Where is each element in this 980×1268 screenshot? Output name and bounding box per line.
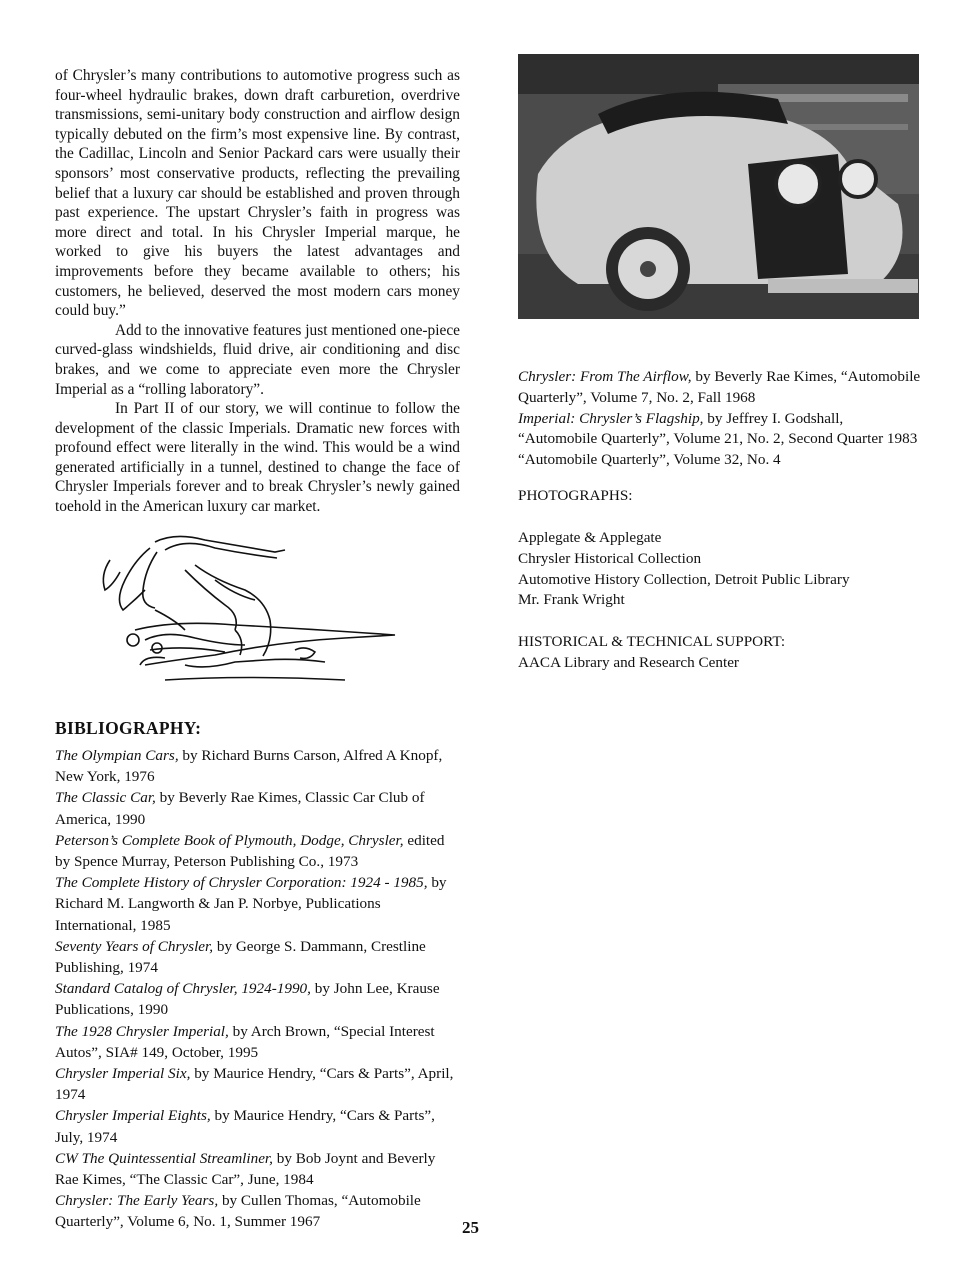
bib-details: by Bob Joynt and Beverly Rae Kimes, “The Classic Car”, June, 1984	[55, 1149, 436, 1189]
source-entry	[518, 450, 923, 471]
bib-details: by Beverly Rae Kimes, Classic Car Club of America, 1990	[55, 789, 425, 828]
bib-title: Peterson’s Complete Book of Plymouth, Dodge, Chrysler,	[55, 831, 404, 849]
bib-details: by Cullen Thomas, “Automobile Quarterly”, Volume 6, No. 1, Summer 1967	[55, 1192, 421, 1231]
bib-details: by John Lee, Krause Publications, 1990	[55, 980, 440, 1019]
source-title: Imperial: Chrysler’s Flagship,	[518, 409, 704, 427]
bibliography-entry	[55, 1063, 460, 1105]
photographs-list	[518, 528, 923, 611]
bib-details: by Richard M. Langworth & Jan P. Norbye, Publications International, 1985	[55, 874, 447, 934]
bib-title: Standard Catalog of Chrysler, 1924-1990,	[55, 980, 311, 998]
bib-title: Chrysler: The Early Years,	[55, 1192, 219, 1210]
bibliography-entry	[55, 1190, 460, 1232]
bibliography-entry	[55, 1148, 460, 1190]
photo-credit: Mr. Frank Wright	[518, 591, 625, 609]
bibliography-entry	[55, 745, 460, 787]
bib-details: edited by Spence Murray, Peterson Publishing Co., 1973	[55, 831, 445, 871]
photo-credit: Automotive History Collection, Detroit Public Library	[518, 570, 850, 588]
article-paragraph-2: Add to the innovative features just mentioned one-piece curved-glass windshields, fluid drive, air conditioning and disc brakes, and we come to appreciate even more the Chrysler Imperial as a “rolling laboratory”.	[55, 321, 460, 398]
bibliography-entry	[55, 787, 460, 829]
photo-credit: Applegate & Applegate	[518, 529, 662, 546]
article-paragraph-3: In Part II of our story, we will continue to follow the development of the classic Imperials. Dramatic new forces with profound effect were literally in the wind. This would be a wind generated artificially in a tunnel, destined to change the face of Chrysler Imperials forever and to break Chrysler’s newly gained toehold in the American luxury car market.	[55, 400, 460, 516]
support-item: AACA Library and Research Center	[518, 653, 739, 671]
source-title: Chrysler: From The Airflow,	[518, 368, 692, 385]
bib-title: Chrysler Imperial Eights,	[55, 1107, 211, 1125]
support-heading: HISTORICAL & TECHNICAL SUPPORT:	[518, 633, 786, 650]
car-photo	[518, 54, 919, 319]
article-text	[55, 66, 460, 517]
support-section	[518, 632, 923, 674]
bib-title: The Olympian Cars,	[55, 747, 179, 764]
photographs-heading: PHOTOGRAPHS:	[518, 487, 633, 504]
bibliography-entry	[55, 1105, 460, 1147]
bib-title: Seventy Years of Chrysler,	[55, 937, 214, 955]
article-paragraph-1: of Chrysler’s many contributions to automotive progress such as four-wheel hydraulic brakes, down draft carburetion, overdrive transmissions, semi-unitary body construction and airflow design typically debuted on the firm’s most expensive line. By contrast, the Cadillac, Lincoln and Senior Packard cars were usually their sponsors’ most conservative products, reflecting the prevailing belief that a luxury car should be established and proven through past experience. The upstart Chrysler’s faith in progress was more direct and total. In his Chrysler Imperial marque, he worked to give his buyers the latest advantages and improvements before they became available to others; his customers, he believed, deserved the most modern cars money could buy.”	[55, 67, 460, 320]
bib-details: by Arch Brown, “Special Interest Autos”, SIA# 149, October, 1995	[55, 1022, 435, 1061]
source-entry	[518, 409, 923, 451]
car-photo-image	[518, 54, 919, 319]
bib-details: by Maurice Hendry, “Cars & Parts”, July, 1974	[55, 1107, 435, 1146]
bibliography-entry	[55, 978, 460, 1020]
bib-details: by Maurice Hendry, “Cars & Parts”, April, 1974	[55, 1065, 454, 1104]
page-number: 25	[462, 1218, 479, 1237]
bib-title: The 1928 Chrysler Imperial,	[55, 1022, 229, 1040]
sources-list	[518, 367, 923, 471]
gazelle-ornament-icon	[95, 530, 415, 695]
source-details: by Beverly Rae Kimes, “Automobile Quarterly”, Volume 7, No. 2, Fall 1968	[518, 368, 921, 406]
bib-title: The Classic Car,	[55, 789, 156, 807]
bib-title: The Complete History of Chrysler Corporation: 1924 - 1985,	[55, 874, 428, 892]
bibliography-entry	[55, 872, 460, 936]
bib-details: by George S. Dammann, Crestline Publishing, 1974	[55, 937, 426, 977]
bib-title: CW The Quintessential Streamliner,	[55, 1149, 273, 1167]
bibliography-entry	[55, 936, 460, 978]
source-entry	[518, 367, 923, 409]
bibliography-list	[55, 745, 460, 1233]
source-details: by Jeffrey I. Godshall, “Automobile Quarterly”, Volume 21, No. 2, Second Quarter 1983	[518, 409, 918, 448]
bibliography-heading: BIBLIOGRAPHY:	[55, 718, 202, 738]
bibliography-entry	[55, 830, 460, 872]
photographs-section	[518, 486, 923, 507]
bib-details: by Richard Burns Carson, Alfred A Knopf, New York, 1976	[55, 747, 443, 786]
source-details: “Automobile Quarterly”, Volume 32, No. 4	[518, 451, 781, 469]
hood-ornament-drawing	[95, 530, 415, 695]
bib-title: Chrysler Imperial Six,	[55, 1065, 191, 1083]
bibliography-entry	[55, 1021, 460, 1063]
photo-credit: Chrysler Historical Collection	[518, 549, 702, 567]
